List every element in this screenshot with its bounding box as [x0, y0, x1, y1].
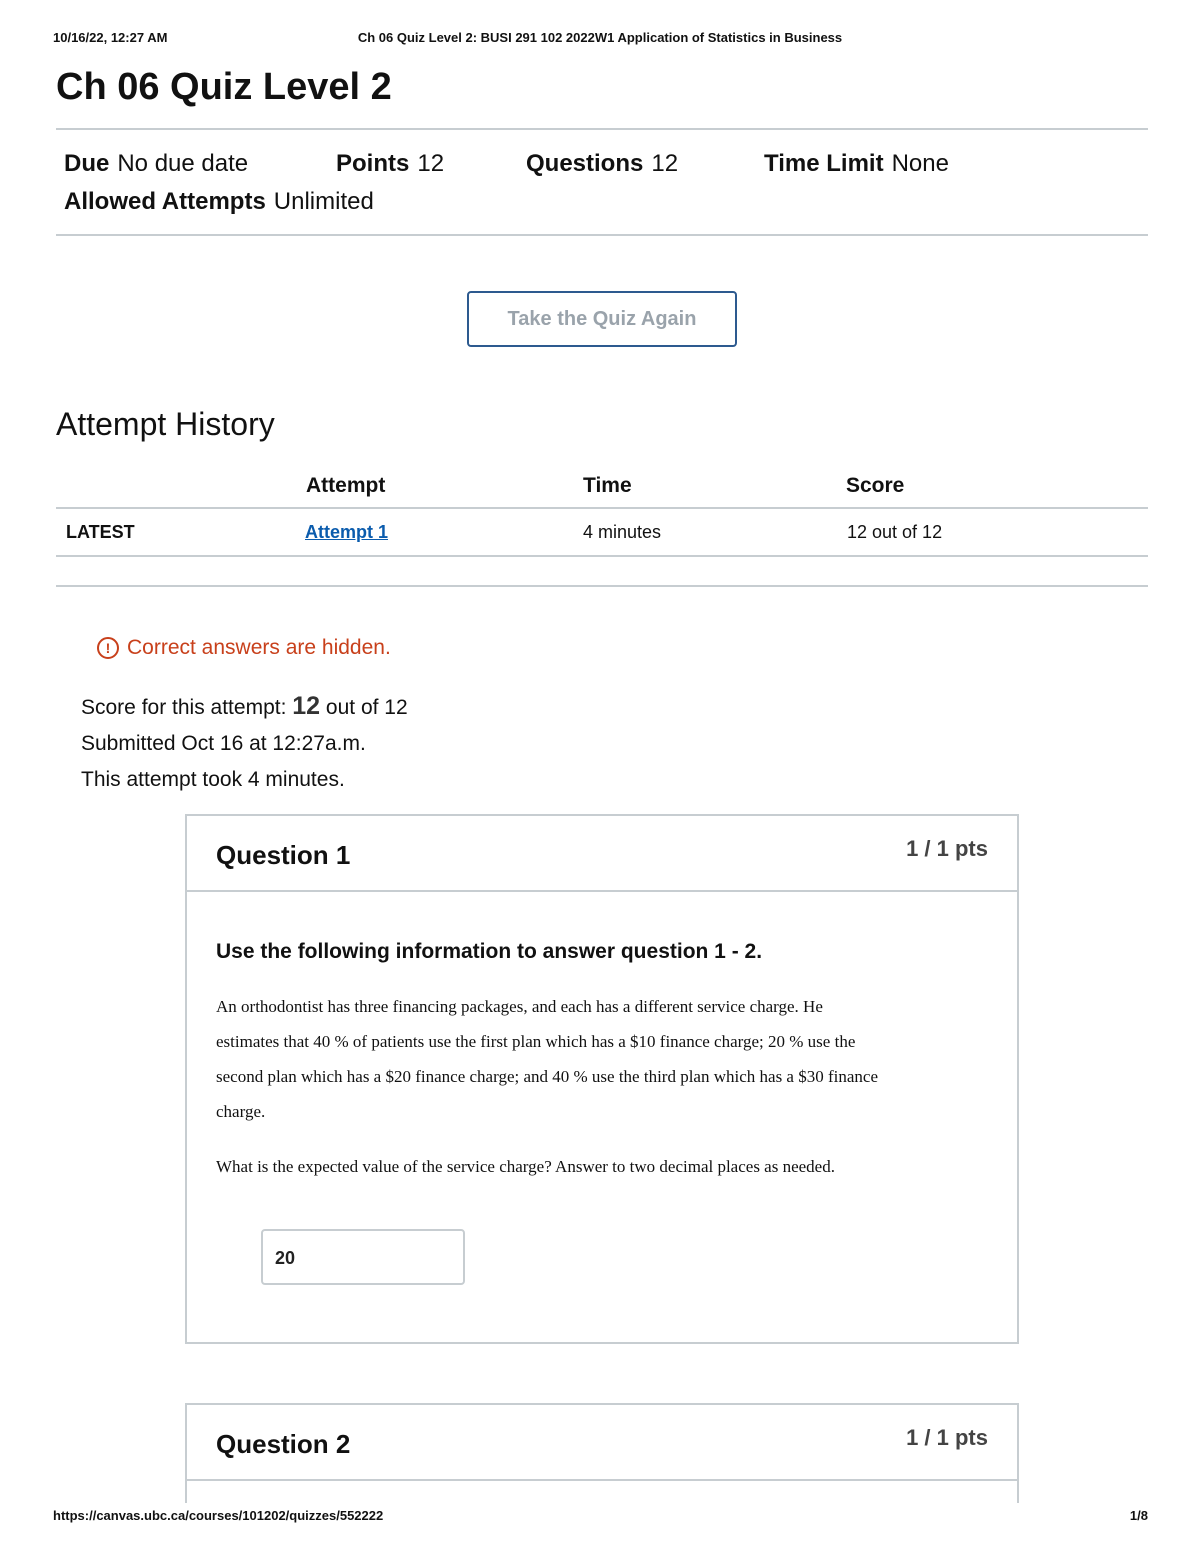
meta-points: Points 12: [336, 150, 445, 177]
divider: [56, 128, 1148, 130]
question-prompt: Use the following information to answer question 1 - 2.: [216, 940, 763, 963]
question-text-line: charge.: [216, 1102, 266, 1121]
table-header-divider: [56, 507, 1148, 509]
column-header-attempt: Attempt: [306, 474, 386, 497]
question-1-card: [185, 814, 1019, 1344]
attempt-duration: This attempt took 4 minutes.: [81, 768, 345, 791]
answer-field[interactable]: 20: [261, 1229, 465, 1285]
take-quiz-again-button[interactable]: Take the Quiz Again: [467, 291, 737, 347]
table-row-divider: [56, 555, 1148, 557]
question-text-line: An orthodontist has three financing packages, and each has a different service charge. He: [216, 997, 823, 1016]
meta-time-limit: Time Limit None: [764, 150, 949, 177]
meta-allowed-attempts: Allowed Attempts Unlimited: [64, 188, 374, 215]
question-text-line: second plan which has a $20 finance charge; and 40 % use the third plan which has a $30 finance: [216, 1067, 878, 1086]
question-text: What is the expected value of the service charge? Answer to two decimal places as needed.: [216, 1157, 835, 1176]
divider: [56, 585, 1148, 587]
correct-answers-hidden-alert: [97, 636, 391, 660]
print-document-title: Ch 06 Quiz Level 2: BUSI 291 102 2022W1 Application of Statistics in Business: [357, 30, 843, 45]
question-points: 1 / 1 pts: [906, 1425, 988, 1450]
meta-due: Due No due date: [64, 150, 249, 177]
question-title: Question 1: [216, 840, 351, 870]
column-header-time: Time: [583, 474, 632, 497]
info-circle-icon: !: [97, 637, 119, 659]
question-header: [187, 816, 1017, 892]
print-date: 10/16/22, 12:27 AM: [53, 30, 168, 45]
page-title: Ch 06 Quiz Level 2: [56, 66, 392, 108]
question-text-line: estimates that 40 % of patients use the first plan which has a $10 finance charge; 20 % use the: [216, 1032, 856, 1051]
column-header-score: Score: [846, 474, 905, 497]
question-header: [187, 1405, 1017, 1481]
attempt-time: 4 minutes: [583, 522, 662, 542]
attempt-score-summary: Score for this attempt: 12 out of 12: [81, 692, 408, 720]
submitted-time: Submitted Oct 16 at 12:27a.m.: [81, 732, 366, 755]
question-points: 1 / 1 pts: [906, 836, 988, 861]
attempt-history-title: Attempt History: [56, 406, 275, 442]
meta-questions: Questions 12: [526, 150, 679, 177]
print-url: https://canvas.ubc.ca/courses/101202/quizzes/552222: [53, 1508, 384, 1523]
attempt-1-link[interactable]: Attempt 1: [305, 522, 389, 542]
alert-text: Correct answers are hidden.: [127, 636, 391, 659]
print-page-number: 1/8: [1129, 1508, 1148, 1523]
attempt-score-value: 12: [292, 692, 321, 720]
question-title: Question 2: [216, 1429, 351, 1459]
attempt-score: 12 out of 12: [847, 522, 943, 542]
divider: [56, 234, 1148, 236]
question-2-card: [185, 1403, 1019, 1503]
latest-tag: LATEST: [66, 522, 135, 542]
